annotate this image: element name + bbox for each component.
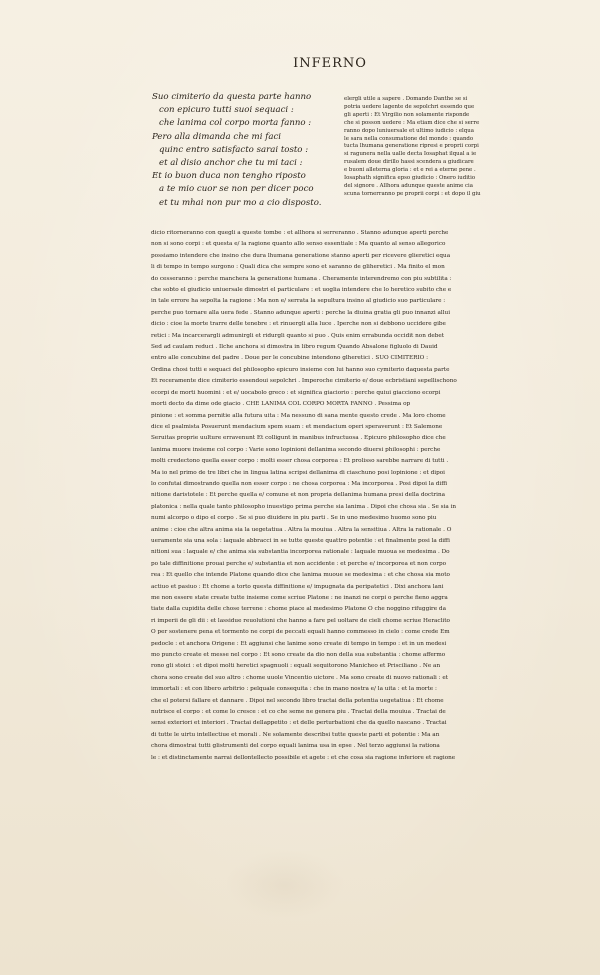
- commentary-line: molti credectono quella esser corpo : molti esser chosa corporea : Et prolisso sarebbe narrare di tutti .: [151, 458, 449, 465]
- commentary-line: che si posson uedere : Ma etiam dice che si serre: [344, 119, 480, 126]
- commentary-line: ri imperii de gli dii : et lassidue reuolutioni che hanno a fare pel uoltare de cieli chome scriue Heraclito: [151, 617, 450, 624]
- verse-line: con epicuro tutti suoi sequaci :: [159, 105, 294, 116]
- commentary-line: che sobto el giudicio uniuersale dimostri el particulare : et uoglia intendere che lo heretico subito che e: [151, 287, 452, 294]
- commentary-line: chora dimostrai tutti glistrumenti del corpo equali lanima usa in epse . Nel terzo aggiunsi la rationa: [151, 743, 440, 750]
- commentary-line: platonica : nella quale tanto philosopho inuestigo prima perche sia lanima . Dipoi che chosa sia . Se sia in: [151, 503, 457, 510]
- commentary-line: non si sono corpi : et questa e/ la ragione quanto allo senso essentiale : Ma quanto al senso allegorico: [151, 241, 446, 248]
- commentary-line: di tutte le uirtu intellectiue et morali . Ne solamente describsi tutte queste parti et potentie : Ma an: [151, 731, 440, 738]
- commentary-line: dicio : cioe la morte trarre delle tenebre : et rinuergli alla luce . Iperche non si debbono uccidere gibe: [151, 321, 446, 328]
- running-head: INFERNO: [293, 56, 367, 71]
- commentary-line: retici : Ma incarcerargli admunirgli et ridurgli quanto si puo . Quis enim errabunda occidit non debet: [151, 332, 444, 339]
- commentary-line: numi alcorpo o dipo el corpo . Se si puo diuidere in piu parti . Se in uno medesimo huomo sono piu: [151, 515, 437, 522]
- commentary-line: dice el psalmista Posuerunt mendacium spem suam : et mendacium operi speraverunt : Et Salemone: [151, 423, 443, 430]
- commentary-line: Seruitas proprie uulture erravenunt Et colligunt in manibus infructuosa . Epicuro philosopho dice che: [151, 435, 446, 442]
- commentary-line: po tale diffinitione prouai perche e/ substantia et non accidente : et perche e/ incorporea et non corpo: [151, 560, 447, 567]
- commentary-line: nitione daristotele : Et perche quella e/ comune et non propria dellanima humana presi della doctrina: [151, 492, 446, 499]
- commentary-line: immortali : et con libero arbitrio : pelquale consequita : che in mano nostra e/ la uita : et la morte :: [151, 686, 437, 693]
- commentary-line: Ordina chosi tutti e sequaci del philosopho epicuro insieme con lui hanno suo cymiterio daquesta parte: [151, 366, 450, 373]
- commentary-line: ueramente sia una sola : laquale abbracci in se tutte queste quattro potentie : et finalmente posi la diffi: [151, 537, 450, 544]
- paper-stain: [225, 850, 345, 920]
- commentary-line: in tale errore ha sepolta la ragione : Ma non e/ serrata la sepultura insino al giudicio suo particulare :: [151, 298, 446, 305]
- verse-line: Suo cimiterio da questa parte hanno: [152, 92, 312, 102]
- commentary-line: actiuo et pasiuo : Et chome a torto questa diffinitione e/ impugnata da peripatetici . Dixi anchora lani: [151, 583, 444, 590]
- commentary-line: le sara nella consumatione del mondo : quando: [344, 135, 474, 142]
- commentary-body: [151, 228, 467, 764]
- commentary-line: dicio ritorneranno con quegli a queste tombe : et allhora si serreranno . Stanno adunque aperti perche: [151, 230, 449, 236]
- commentary-line: lanima muore insieme col corpo : Varie sono lopinioni dellanima secondo diuersi philosophi : perche: [151, 446, 441, 453]
- verse-line: che lanima col corpo morta fanno :: [159, 118, 312, 129]
- commentary-line: O per sostenere pena et tormento ne corpi de peccati equali hanno commesso in cielo : come crede Em: [151, 629, 450, 636]
- commentary-line: entro alle concubine del padre . Doue per le concubine intendono glheretici . SUO CIMITERIO :: [151, 355, 429, 362]
- commentary-line: me non essere state create tutte insieme come scriue Platone : ne inanzi ne corpi o perche fieno aggra: [151, 595, 448, 601]
- commentary-line: mo puncto create et messe nel corpo : Et sono create da dio non della sua substantia : chome affermo: [151, 652, 446, 659]
- commentary-line: tucta lhumana generatione ripresi e proprii corpi: [344, 143, 479, 150]
- commentary-line: perche puo tornare alla uera fede . Stanno adunque aperti : perche la diuina gratia gli puo innanzi allui: [151, 309, 451, 316]
- commentary-line: lo confutai dimostrando quella non esser corpo : ne chosa corporea : Ma incorporea . Posi dipoi la diffi: [151, 480, 448, 487]
- commentary-line: scuna tornerranno pe proprii corpi : et dopo il giu: [344, 190, 481, 197]
- verse-line: Et io buon duca non tengho riposto: [152, 171, 306, 182]
- commentary-line: le : et distinctamente narrai dellontellecto possibile et agete : et che cosa sia ragione inferiore et ragione: [151, 754, 456, 761]
- verse-line: et tu mhai non pur mo a cio disposto.: [159, 197, 322, 208]
- commentary-line: rea : Et quello che intende Platone quando dice che lanima muoue se medesima : et che chosa sia moto: [151, 572, 450, 579]
- commentary-line: Et receramente dice cimiterio essendoui sepolchri . Imperoche cimiterio e/ doue ecbristiani sepellischono: [151, 378, 457, 385]
- commentary-line: e buoni alleterna gloria : et e rei a eterne pene .: [344, 167, 476, 174]
- verse-line: quinc entro satisfacto sarai tosto :: [159, 144, 309, 155]
- commentary-line: potria uedere lagente de sepolchri essendo que: [344, 103, 475, 110]
- commentary-line: ecorpi de morti huomini : et e/ uocabolo greco : et significa giaciorio : perche quiui giacciono ecorpi: [151, 389, 441, 396]
- verse-line: a te mio cuor se non per dicer poco: [159, 184, 314, 195]
- commentary-line: possiamo intendere che insino che dura lhumana generatione stanno aperti per ricevere glieretici equa: [151, 252, 451, 259]
- commentary-line: morti decto da dime ode giacio . CHE LANIMA COL CORPO MORTA FANNO . Pessima op: [151, 401, 411, 408]
- commentary-line: rono gli stoici : et dipoi molti heretici spagnuoli : equali sequitorono Manicheo et Prisciliano . Ne an: [151, 663, 441, 670]
- commentary-line: nitioni sua : laquale e/ che anima sia substantia incorporea rationale : laquale muoua se medesima . Do: [151, 549, 450, 556]
- commentary-line: elergli utile a sapere . Domando Danthe se si: [344, 96, 468, 102]
- commentary-line: sensi exteriori et interiori . Tractai dellappetito : et delle perturbationi che da quello nascano . Tractai: [151, 720, 447, 727]
- commentary-line: anime : cioe che altra anima sia la uegetatiua . Altra la mouiua . Altra la sensitiua . Altra la rationale . O: [151, 526, 452, 533]
- verse-block: [152, 91, 340, 210]
- commentary-right-column: [344, 96, 481, 199]
- commentary-line: si ragunera nella ualle decta Iosaphat ilqual a ie: [344, 151, 477, 158]
- commentary-line: Sed ad caulam reduci . Ilche anchora si dimostra in libro regum Quando Absalone figluolo di Dauid: [151, 344, 438, 351]
- commentary-line: li di tempo in tempo surgono : Quali dica che sempre sono et saranno de gliheretici . Ma finito el mon: [151, 264, 445, 271]
- commentary-line: gli aperti : Et Virgilio non solamente risponde: [344, 111, 470, 118]
- commentary-line: chora sono create del suo altro : chome uuole Vincentio uictore . Ma sono create di nuovo rationali : et: [151, 674, 449, 681]
- commentary-line: Iosaphath significa epso giudicio : Onero iuditio: [344, 175, 476, 182]
- commentary-line: nutrisce el corpo : et come lo cresce : et co che seme ne genera piu . Tractai della mouiua . Tractai de: [151, 709, 446, 716]
- commentary-line: pedocle : et anchora Origene : Et aggiunsi che lanime sono create di tempo in tempo : et in un medesi: [151, 640, 447, 647]
- commentary-line: del signore . Allhora adunque queste anime cia: [344, 182, 473, 189]
- verse-line: Pero alla dimanda che mi faci: [152, 131, 282, 142]
- commentary-line: tiate dalla cupidita delle chose terrene : chome piace al medesimo Platone O che noggino rifuggire da: [151, 606, 446, 613]
- commentary-line: pinione : et somma pernitie alla futura uita : Ma nessuno di sana mente questo crede . Ma loro chome: [151, 412, 446, 419]
- commentary-line: rusalem doue dirillo hassi scendera a giudicare: [344, 159, 474, 166]
- commentary-line: Ma io nel primo de tre libri che in lingua latina scripsi dellanima di ciaschuno posi lopinione : et dipoi: [151, 469, 445, 476]
- commentary-line: che el potersi fallare et dannare . Dipoi nel secondo libro tractai della potentia uegetatiua : Et chome: [151, 697, 444, 704]
- commentary-line: ranno dopo luniuersale et ultimo iudicio : elqua: [344, 127, 474, 134]
- verse-line: et al disio anchor che tu mi taci :: [159, 158, 303, 169]
- commentary-line: do cesseranno : perche manchera la generatione humana . Cheramente interendremo con piu subtilita :: [151, 275, 452, 282]
